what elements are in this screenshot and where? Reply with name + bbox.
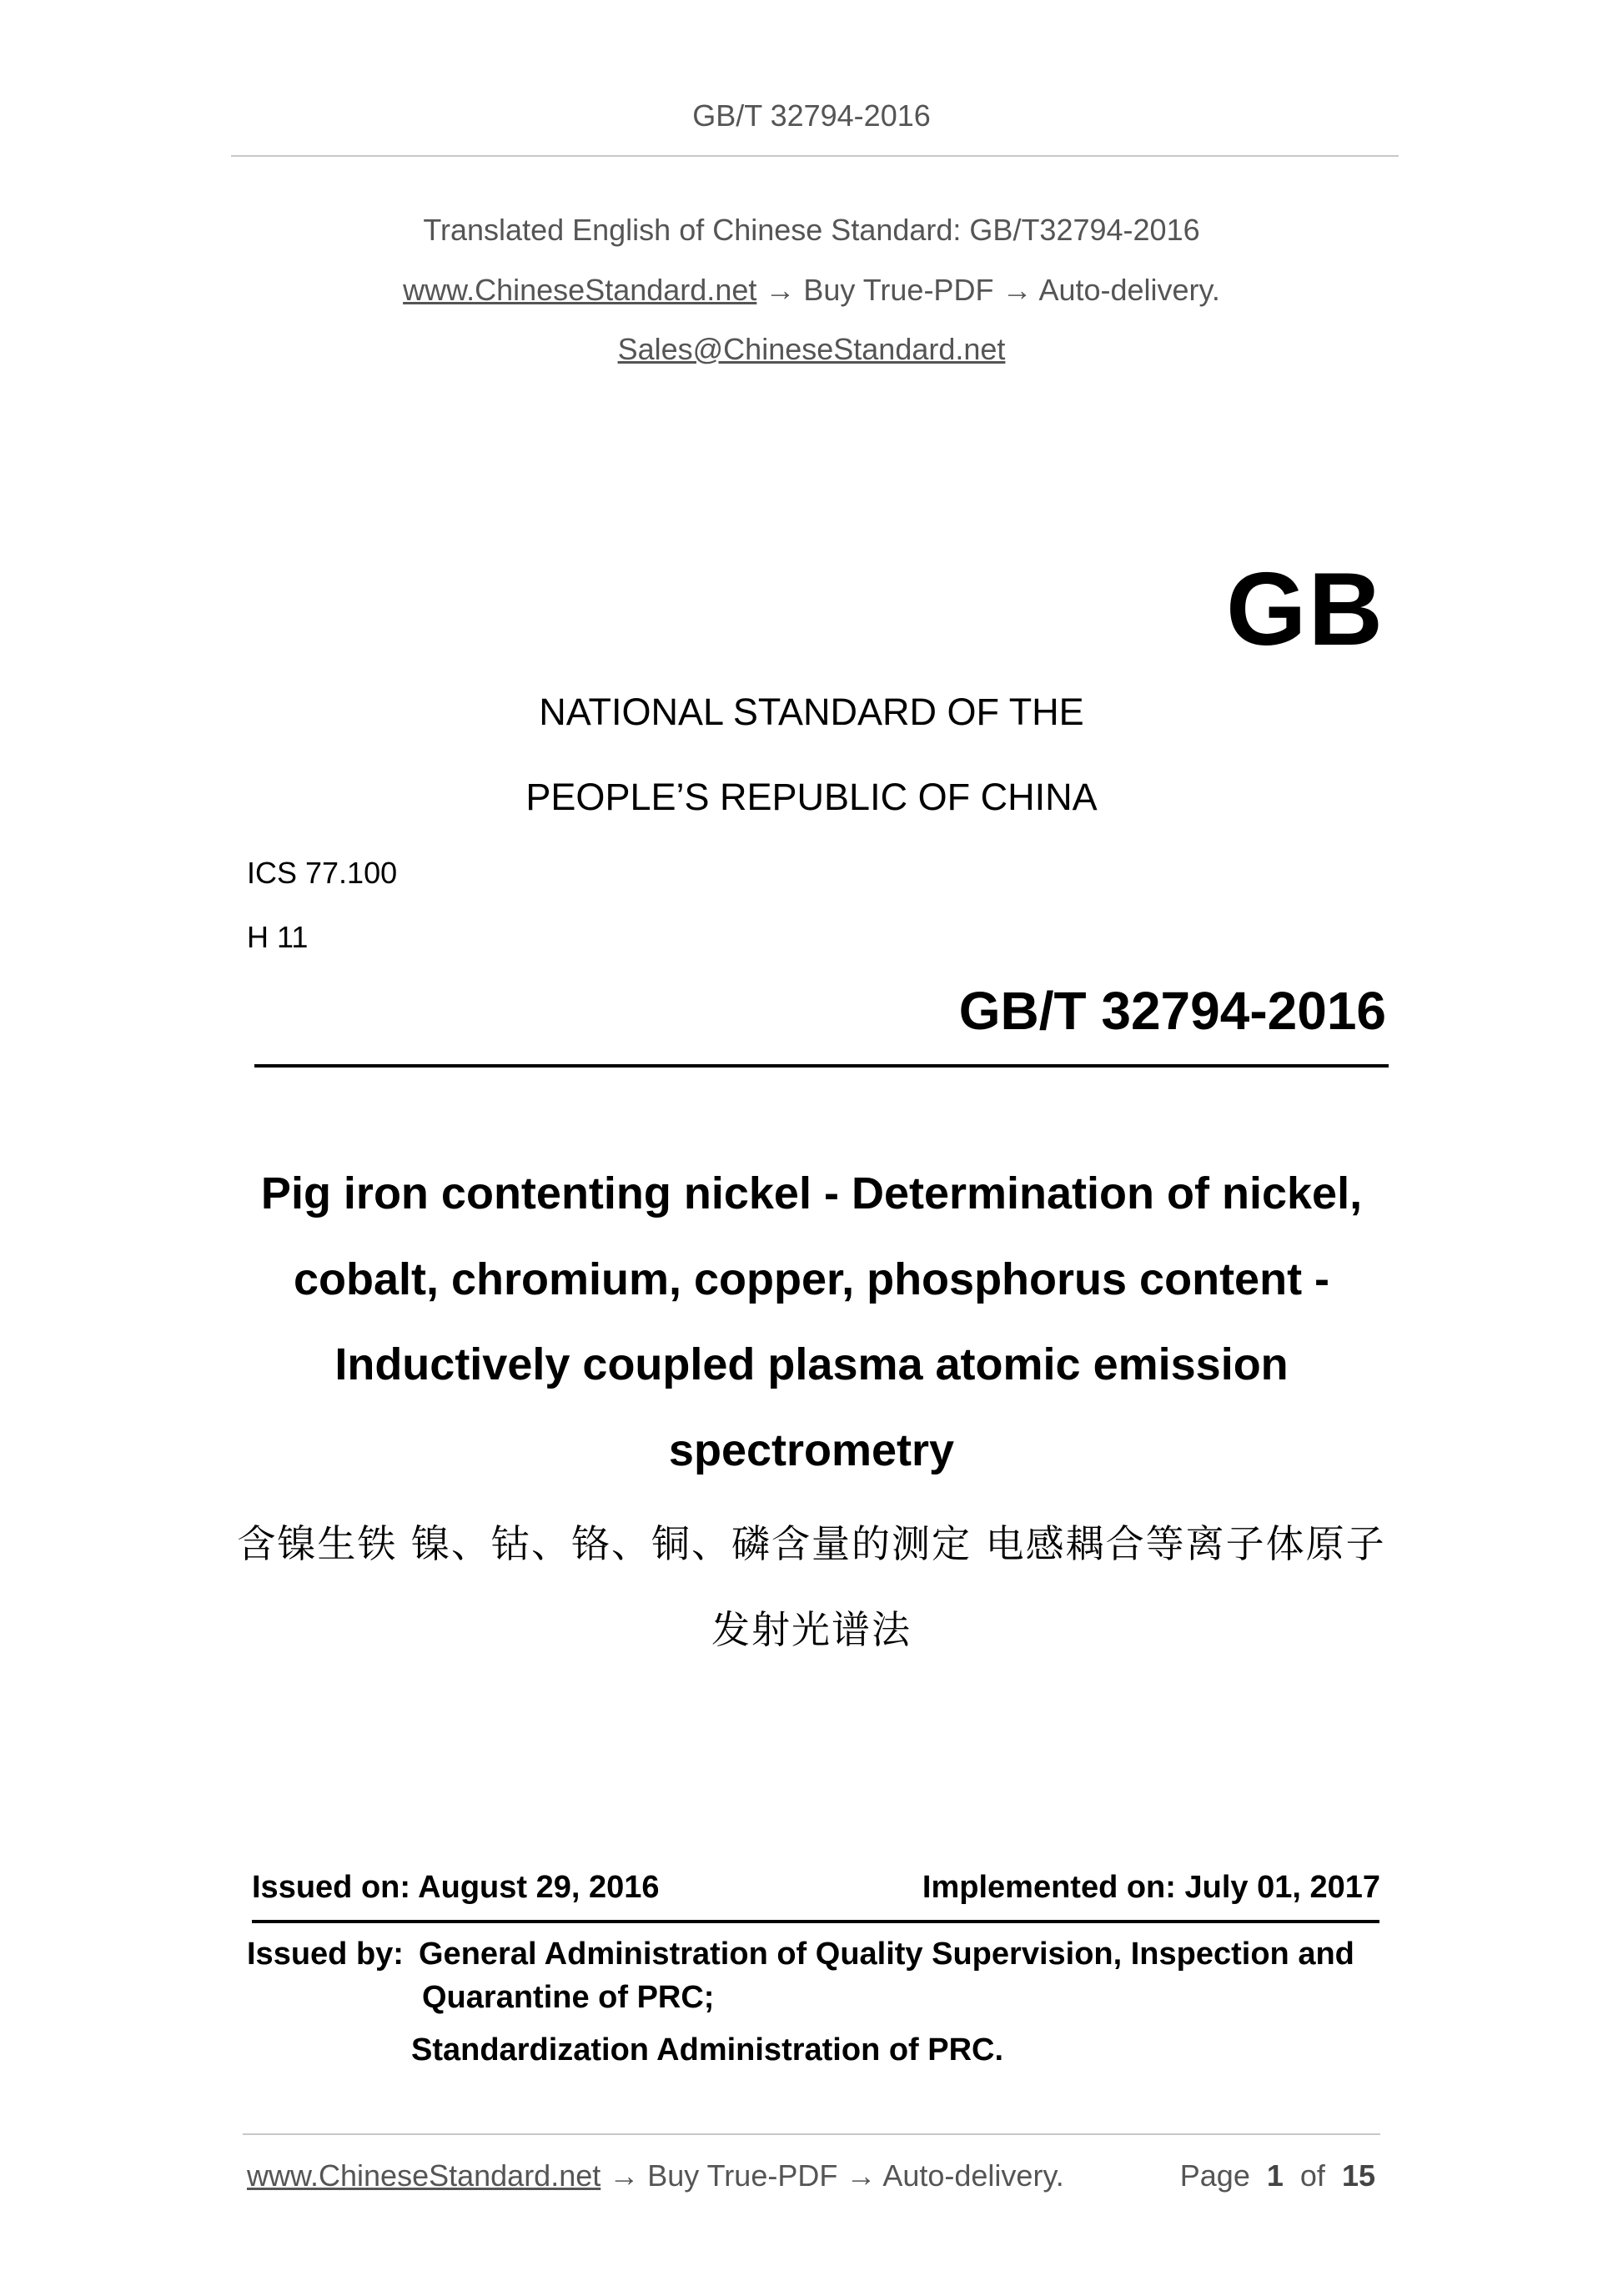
dates-divider — [252, 1920, 1379, 1923]
footer-delivery-text: → Buy True-PDF → Auto-delivery. — [609, 2158, 1064, 2193]
issuer-line: General Administration of Quality Supervision, Inspection and — [419, 1937, 1354, 1972]
issuer-line: Quarantine of PRC; — [422, 1980, 715, 2015]
english-title-line: spectrometry — [668, 1425, 955, 1475]
header-divider — [231, 155, 1399, 157]
footer-delivery — [247, 2158, 1064, 2193]
footer-website-link[interactable]: www.ChineseStandard.net — [247, 2158, 601, 2193]
english-title-line: Pig iron contenting nickel - Determination of nickel, — [260, 1168, 1363, 1218]
page-indicator — [1180, 2158, 1375, 2193]
delivery-line — [0, 273, 1623, 308]
page-of: of — [1299, 2158, 1325, 2193]
standard-number: GB/T 32794-2016 — [958, 981, 1386, 1041]
issued-by-label: Issued by: — [247, 1937, 404, 1972]
chinese-title-line: 发射光谱法 — [711, 1607, 912, 1652]
delivery-text: → Buy True-PDF → Auto-delivery. — [765, 273, 1220, 307]
running-header: GB/T 32794-2016 — [692, 98, 931, 133]
issuer-line: Standardization Administration of PRC. — [411, 2032, 1004, 2067]
chinese-title-line: 含镍生铁 镍、钴、铬、铜、磷含量的测定 电感耦合等离子体原子 — [237, 1521, 1386, 1566]
sales-email-link[interactable]: Sales@ChineseStandard.net — [617, 332, 1006, 366]
national-standard-line-2: PEOPLE’S REPUBLIC OF CHINA — [525, 776, 1098, 818]
page-current: 1 — [1266, 2158, 1284, 2193]
footer-divider — [243, 2133, 1380, 2135]
page-label: Page — [1179, 2158, 1250, 2193]
gb-mark: GB — [1226, 552, 1384, 667]
translation-note: Translated English of Chinese Standard: GB/T32794-2016 — [423, 213, 1200, 247]
english-title-line: Inductively coupled plasma atomic emission — [334, 1339, 1289, 1389]
national-standard-line-1: NATIONAL STANDARD OF THE — [539, 691, 1084, 733]
page-total: 15 — [1341, 2158, 1375, 2193]
standard-number-rule — [254, 1064, 1389, 1068]
english-title-line: cobalt, chromium, copper, phosphorus content - — [293, 1254, 1330, 1304]
sales-line — [0, 332, 1623, 367]
website-link[interactable]: www.ChineseStandard.net — [403, 273, 757, 307]
implemented-on-date: Implemented on: July 01, 2017 — [922, 1870, 1380, 1905]
ccs-code: H 11 — [247, 920, 309, 954]
ics-code: ICS 77.100 — [247, 856, 398, 890]
issued-on-date: Issued on: August 29, 2016 — [252, 1870, 660, 1905]
